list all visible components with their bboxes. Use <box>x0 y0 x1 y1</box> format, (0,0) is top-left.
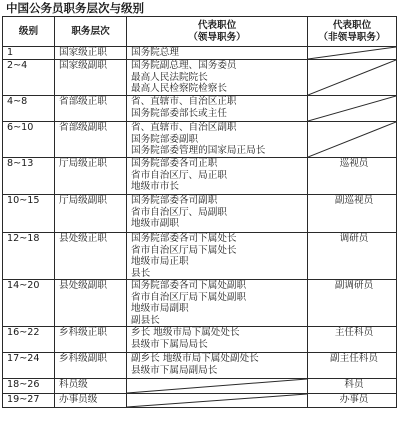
lead-position: 最高人民法院院长 <box>131 71 208 83</box>
table-row <box>3 327 397 353</box>
nonlead-position-cell: 科员 <box>308 379 397 394</box>
lead-position-cell <box>127 96 308 122</box>
tier-cell: 国家级副职 <box>55 60 127 96</box>
tier-cell: 乡科级副职 <box>55 353 127 379</box>
tier-cell: 省部级正职 <box>55 96 127 122</box>
empty-cell-slash <box>308 47 397 60</box>
table-row <box>3 280 397 327</box>
lead-position-cell <box>127 60 308 96</box>
level-cell: 16~22 <box>3 327 55 353</box>
empty-cell-slash <box>127 379 308 394</box>
level-cell: 2~4 <box>3 60 55 96</box>
empty-cell-slash <box>127 394 308 408</box>
lead-position: 地级市副职 <box>131 218 179 229</box>
lead-position: 省市自治区厅、局副职 <box>131 206 227 218</box>
table-row <box>3 379 397 394</box>
lead-position: 地级市局正职 <box>131 256 189 267</box>
lead-position: 最高人民检察院检察长 <box>131 83 227 94</box>
table-row <box>3 195 397 233</box>
level-cell: 4~8 <box>3 96 55 122</box>
lead-position-cell <box>127 122 308 158</box>
lead-position: 国务院部委各司副职 <box>131 195 218 206</box>
level-cell: 19~27 <box>3 394 55 408</box>
nonlead-position-cell: 副调研员 <box>308 280 397 327</box>
lead-position: 副县长 <box>131 314 160 326</box>
header-lead-title: 代表职位 <box>197 19 237 31</box>
lead-position: 国务院部委各司正职 <box>131 158 218 169</box>
rank-table-body <box>3 47 397 408</box>
lead-position: 国务院部委各司下属处长 <box>131 233 237 244</box>
lead-position: 省市自治区厅局下属处长 <box>131 244 237 256</box>
lead-position-cell <box>127 158 308 195</box>
table-row <box>3 394 397 408</box>
table-row <box>3 96 397 122</box>
tier-cell: 省部级副职 <box>55 122 127 158</box>
nonlead-position-cell: 副巡视员 <box>308 195 397 233</box>
level-cell: 12~18 <box>3 233 55 280</box>
tier-cell: 国家级正职 <box>55 47 127 60</box>
tier-cell: 乡科级正职 <box>55 327 127 353</box>
nonlead-position-cell: 副主任科员 <box>308 353 397 379</box>
table-row <box>3 233 397 280</box>
lead-position: 国务院部委各司下属处副职 <box>131 280 247 291</box>
tier-cell: 县处级副职 <box>55 280 127 327</box>
level-cell: 1 <box>3 47 55 60</box>
lead-position-cell <box>127 47 308 60</box>
level-cell: 17~24 <box>3 353 55 379</box>
tier-cell: 厅局级正职 <box>55 158 127 195</box>
page-title: 中国公务员职务层次与级别 <box>6 1 144 15</box>
lead-position: 县级市下属局副局长 <box>131 364 218 376</box>
lead-position-cell <box>127 280 308 327</box>
level-cell: 14~20 <box>3 280 55 327</box>
lead-position: 国务院总理 <box>131 47 179 58</box>
level-cell: 18~26 <box>3 379 55 394</box>
table-row <box>3 353 397 379</box>
lead-position-cell <box>127 327 308 353</box>
lead-position: 县级市下属局局长 <box>131 338 208 350</box>
lead-position: 地级市局副职 <box>131 303 189 314</box>
header-nonlead <box>308 17 397 47</box>
lead-position: 乡长 地级市局下属处处长 <box>131 327 240 338</box>
lead-position: 国务院部委管理的国家局正局长 <box>131 145 266 156</box>
lead-position: 省市自治区厅局下属处副职 <box>131 291 247 303</box>
header-lead <box>127 17 308 47</box>
lead-position: 省、直辖市、自治区副职 <box>131 122 237 133</box>
tier-cell: 厅局级副职 <box>55 195 127 233</box>
lead-position: 省、直辖市、自治区正职 <box>131 96 237 107</box>
tier-cell: 科员级 <box>55 379 127 394</box>
header-level: 级别 <box>3 17 55 47</box>
level-cell: 8~13 <box>3 158 55 195</box>
table-row <box>3 60 397 96</box>
nonlead-position-cell: 办事员 <box>308 394 397 408</box>
table-row <box>3 122 397 158</box>
empty-cell-slash <box>308 60 397 96</box>
lead-position: 县长 <box>131 267 151 279</box>
lead-position: 国务院副总理、国务委员 <box>131 60 237 71</box>
nonlead-position-cell: 调研员 <box>308 233 397 280</box>
tier-cell: 县处级正职 <box>55 233 127 280</box>
lead-position-cell <box>127 195 308 233</box>
level-cell: 10~15 <box>3 195 55 233</box>
lead-position: 副乡长 地级市局下属处副处长 <box>131 353 259 364</box>
lead-position: 国务院部委副职 <box>131 133 199 145</box>
header-lead-subtitle: （领导职务） <box>188 31 246 43</box>
lead-position: 地级市市长 <box>131 181 179 192</box>
lead-position-cell <box>127 353 308 379</box>
level-cell: 6~10 <box>3 122 55 158</box>
empty-cell-slash <box>308 122 397 158</box>
empty-cell-slash <box>308 96 397 122</box>
header-nonlead-title: 代表职位 <box>332 19 372 31</box>
header-tier: 职务层次 <box>55 17 127 47</box>
header-nonlead-subtitle: （非领导职务） <box>318 31 386 43</box>
table-row <box>3 158 397 195</box>
rank-table <box>2 16 397 408</box>
lead-position: 国务院部委部长或主任 <box>131 107 227 119</box>
tier-cell: 办事员级 <box>55 394 127 408</box>
nonlead-position-cell: 主任科员 <box>308 327 397 353</box>
lead-position-cell <box>127 233 308 280</box>
table-row <box>3 47 397 60</box>
lead-position: 省市自治区厅、局正职 <box>131 169 227 181</box>
nonlead-position-cell: 巡视员 <box>308 158 397 195</box>
